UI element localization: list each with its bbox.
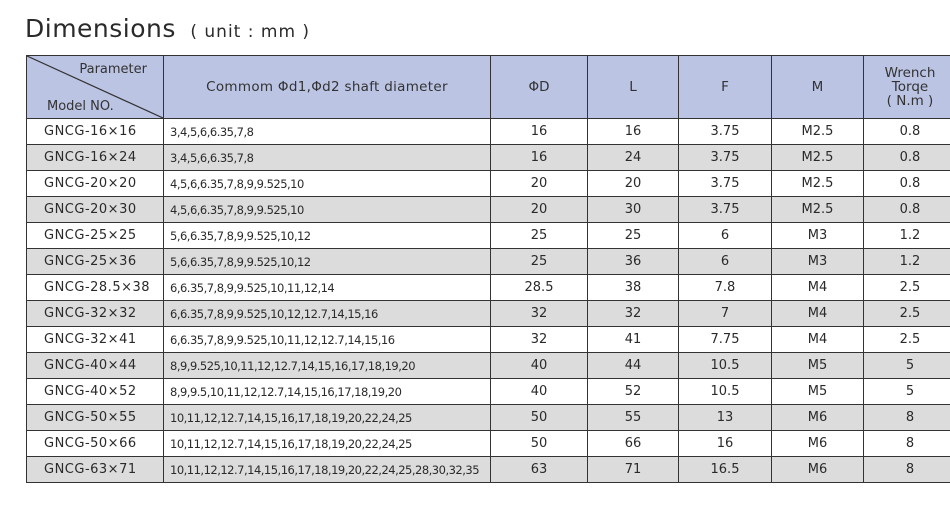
l-cell: 71 xyxy=(588,457,679,483)
shaft-diameter-header: Commom Φd1,Φd2 shaft diameter xyxy=(164,56,491,119)
torque-cell: 0.8 xyxy=(864,119,950,145)
m-cell: M2.5 xyxy=(772,145,864,171)
table-row xyxy=(27,431,950,457)
f-cell: 6 xyxy=(679,249,772,275)
d-cell: 20 xyxy=(491,171,588,197)
l-cell: 20 xyxy=(588,171,679,197)
m-cell: M4 xyxy=(772,275,864,301)
d-cell: 28.5 xyxy=(491,275,588,301)
torque-cell: 2.5 xyxy=(864,275,950,301)
shaft-diameters-cell: 3,4,5,6,6.35,7,8 xyxy=(164,145,491,171)
d-cell: 16 xyxy=(491,119,588,145)
f-cell: 10.5 xyxy=(679,379,772,405)
model-cell: GNCG-50×66 xyxy=(27,431,164,457)
corner-header-cell xyxy=(27,56,164,119)
d-cell: 16 xyxy=(491,145,588,171)
f-cell: 3.75 xyxy=(679,171,772,197)
table-row xyxy=(27,405,950,431)
f-cell: 6 xyxy=(679,223,772,249)
parameter-label: Parameter xyxy=(79,62,147,77)
model-cell: GNCG-20×30 xyxy=(27,197,164,223)
f-cell: 13 xyxy=(679,405,772,431)
table-row xyxy=(27,197,950,223)
shaft-diameters-cell: 5,6,6.35,7,8,9,9.525,10,12 xyxy=(164,223,491,249)
table-row xyxy=(27,301,950,327)
torque-cell: 0.8 xyxy=(864,171,950,197)
d-cell: 63 xyxy=(491,457,588,483)
f-cell: 3.75 xyxy=(679,145,772,171)
model-cell: GNCG-40×44 xyxy=(27,353,164,379)
shaft-diameters-cell: 5,6,6.35,7,8,9,9.525,10,12 xyxy=(164,249,491,275)
torque-cell: 1.2 xyxy=(864,249,950,275)
f-cell: 3.75 xyxy=(679,197,772,223)
l-cell: 44 xyxy=(588,353,679,379)
m-cell: M5 xyxy=(772,353,864,379)
torque-cell: 2.5 xyxy=(864,301,950,327)
wrench-header-line3: ( N.m ) xyxy=(886,93,934,109)
torque-cell: 1.2 xyxy=(864,223,950,249)
table-row xyxy=(27,249,950,275)
torque-cell: 8 xyxy=(864,457,950,483)
torque-cell: 0.8 xyxy=(864,197,950,223)
f-header: F xyxy=(679,56,772,119)
f-cell: 3.75 xyxy=(679,119,772,145)
m-cell: M4 xyxy=(772,327,864,353)
d-cell: 50 xyxy=(491,431,588,457)
torque-cell: 5 xyxy=(864,353,950,379)
d-cell: 40 xyxy=(491,379,588,405)
m-cell: M6 xyxy=(772,431,864,457)
m-header: M xyxy=(772,56,864,119)
model-no-label: Model NO. xyxy=(47,99,114,114)
l-cell: 16 xyxy=(588,119,679,145)
model-cell: GNCG-50×55 xyxy=(27,405,164,431)
model-cell: GNCG-32×41 xyxy=(27,327,164,353)
shaft-diameters-cell: 10,11,12,12.7,14,15,16,17,18,19,20,22,24,25,28,30,32,35 xyxy=(164,457,491,483)
shaft-diameters-cell: 6,6.35,7,8,9,9.525,10,12,12.7,14,15,16 xyxy=(164,301,491,327)
table-row xyxy=(27,353,950,379)
wrench-header-line2: Torqe xyxy=(891,79,929,95)
shaft-diameters-cell: 4,5,6,6.35,7,8,9,9.525,10 xyxy=(164,197,491,223)
shaft-diameters-cell: 3,4,5,6,6.35,7,8 xyxy=(164,119,491,145)
table-row xyxy=(27,171,950,197)
torque-cell: 2.5 xyxy=(864,327,950,353)
table-row xyxy=(27,119,950,145)
shaft-diameters-cell: 8,9,9.5,10,11,12,12.7,14,15,16,17,18,19,20 xyxy=(164,379,491,405)
f-cell: 16 xyxy=(679,431,772,457)
model-cell: GNCG-16×16 xyxy=(27,119,164,145)
model-cell: GNCG-16×24 xyxy=(27,145,164,171)
model-cell: GNCG-40×52 xyxy=(27,379,164,405)
l-cell: 30 xyxy=(588,197,679,223)
shaft-diameters-cell: 6,6.35,7,8,9,9.525,10,11,12,12.7,14,15,16 xyxy=(164,327,491,353)
torque-cell: 5 xyxy=(864,379,950,405)
model-cell: GNCG-32×32 xyxy=(27,301,164,327)
f-cell: 7.75 xyxy=(679,327,772,353)
model-cell: GNCG-28.5×38 xyxy=(27,275,164,301)
d-cell: 25 xyxy=(491,223,588,249)
l-header: L xyxy=(588,56,679,119)
m-cell: M4 xyxy=(772,301,864,327)
d-cell: 20 xyxy=(491,197,588,223)
table-row xyxy=(27,457,950,483)
shaft-diameters-cell: 10,11,12,12.7,14,15,16,17,18,19,20,22,24,25 xyxy=(164,431,491,457)
shaft-diameters-cell: 4,5,6,6.35,7,8,9,9.525,10 xyxy=(164,171,491,197)
l-cell: 66 xyxy=(588,431,679,457)
l-cell: 24 xyxy=(588,145,679,171)
d-cell: 40 xyxy=(491,353,588,379)
d-cell: 32 xyxy=(491,327,588,353)
l-cell: 41 xyxy=(588,327,679,353)
m-cell: M2.5 xyxy=(772,197,864,223)
l-cell: 25 xyxy=(588,223,679,249)
header-row xyxy=(27,56,950,119)
torque-cell: 0.8 xyxy=(864,145,950,171)
table-row xyxy=(27,379,950,405)
l-cell: 38 xyxy=(588,275,679,301)
page-title xyxy=(25,14,310,43)
title-unit: ( unit : mm ) xyxy=(190,22,311,42)
m-cell: M6 xyxy=(772,457,864,483)
title-main: Dimensions xyxy=(25,14,176,43)
m-cell: M6 xyxy=(772,405,864,431)
d-cell: 25 xyxy=(491,249,588,275)
f-cell: 10.5 xyxy=(679,353,772,379)
l-cell: 32 xyxy=(588,301,679,327)
model-cell: GNCG-63×71 xyxy=(27,457,164,483)
table-row xyxy=(27,327,950,353)
d-header: ΦD xyxy=(491,56,588,119)
l-cell: 36 xyxy=(588,249,679,275)
f-cell: 16.5 xyxy=(679,457,772,483)
m-cell: M2.5 xyxy=(772,171,864,197)
model-cell: GNCG-25×25 xyxy=(27,223,164,249)
m-cell: M3 xyxy=(772,223,864,249)
table-row xyxy=(27,223,950,249)
shaft-diameters-cell: 6,6.35,7,8,9,9.525,10,11,12,14 xyxy=(164,275,491,301)
torque-cell: 8 xyxy=(864,431,950,457)
shaft-diameters-cell: 8,9,9.525,10,11,12,12.7,14,15,16,17,18,19,20 xyxy=(164,353,491,379)
l-cell: 55 xyxy=(588,405,679,431)
f-cell: 7.8 xyxy=(679,275,772,301)
wrench-torque-header xyxy=(864,56,950,119)
dimensions-table xyxy=(26,55,950,483)
torque-cell: 8 xyxy=(864,405,950,431)
d-cell: 32 xyxy=(491,301,588,327)
l-cell: 52 xyxy=(588,379,679,405)
model-cell: GNCG-25×36 xyxy=(27,249,164,275)
m-cell: M5 xyxy=(772,379,864,405)
m-cell: M2.5 xyxy=(772,119,864,145)
model-cell: GNCG-20×20 xyxy=(27,171,164,197)
f-cell: 7 xyxy=(679,301,772,327)
table-row xyxy=(27,145,950,171)
table-row xyxy=(27,275,950,301)
d-cell: 50 xyxy=(491,405,588,431)
wrench-header-line1: Wrench xyxy=(884,65,936,81)
shaft-diameters-cell: 10,11,12,12.7,14,15,16,17,18,19,20,22,24,25 xyxy=(164,405,491,431)
table-body xyxy=(27,119,950,483)
m-cell: M3 xyxy=(772,249,864,275)
